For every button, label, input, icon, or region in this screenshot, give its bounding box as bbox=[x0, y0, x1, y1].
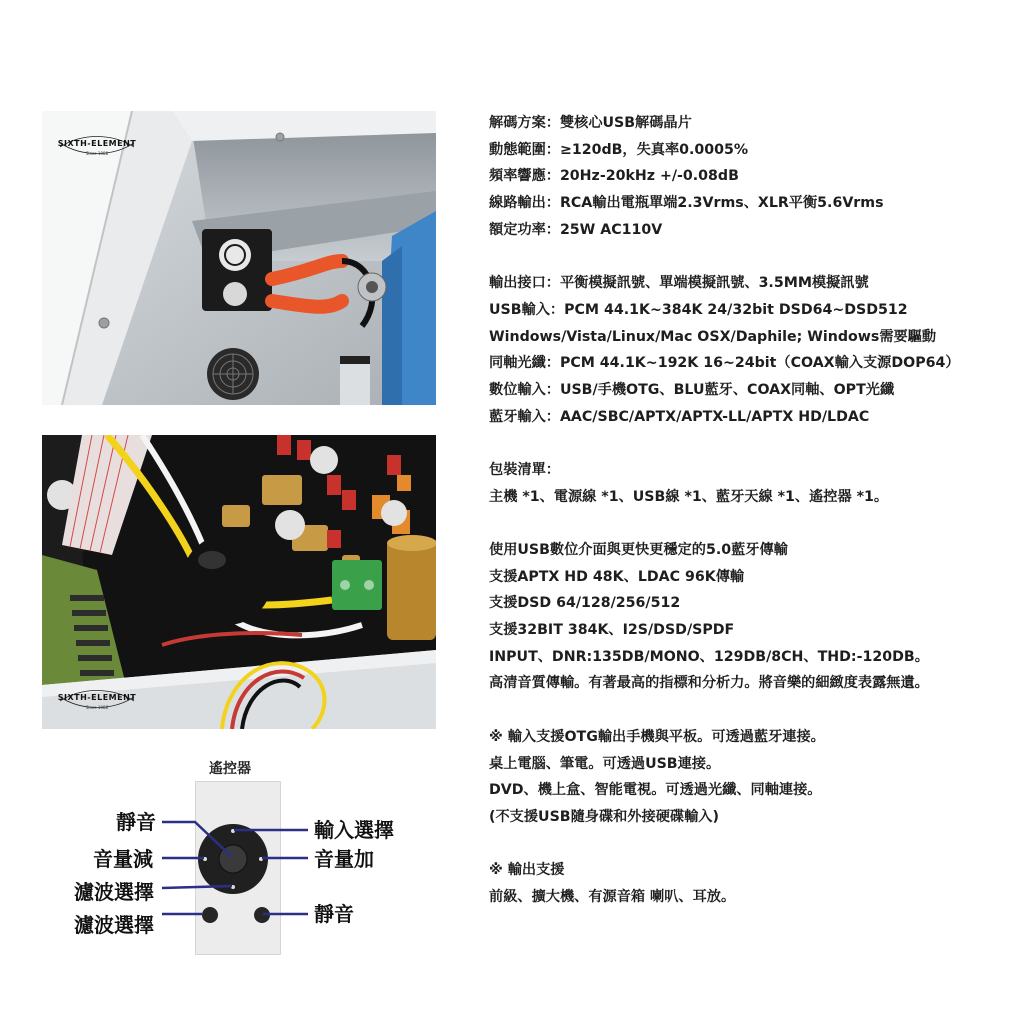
spec-line: USB輸入：PCM 44.1K~384K 24/32bit DSD64~DSD512 bbox=[489, 301, 908, 318]
remote-button-left[interactable] bbox=[202, 907, 218, 923]
remote-buttons bbox=[196, 782, 280, 954]
product-photo-circuit-board bbox=[42, 435, 436, 729]
remote-label-input-select: 輸入選擇 bbox=[314, 818, 394, 842]
spec-line: Windows/Vista/Linux/Mac OSX/Daphile; Windows需要驅動 bbox=[489, 328, 937, 345]
input-support-note: (不支援USB隨身碟和外接硬碟輸入) bbox=[489, 808, 719, 825]
input-support-note: ※ 輸入支援OTG輸出手機與平板。可透過藍牙連接。 bbox=[489, 728, 825, 745]
dpad-left-dot-icon bbox=[203, 857, 207, 861]
spec-line: 動態範圍：≥120dB，失真率0.0005% bbox=[489, 141, 749, 158]
package-contents: 主機 *1、電源線 *1、USB線 *1、藍牙天線 *1、遙控器 *1。 bbox=[489, 488, 889, 505]
brand-name: SIXTH-ELEMENT bbox=[57, 139, 137, 148]
spec-line: 輸出接口：平衡模擬訊號、單端模擬訊號、3.5MM模擬訊號 bbox=[489, 275, 869, 292]
feature-line: 支援APTX HD 48K、LDAC 96K傳輸 bbox=[489, 568, 745, 585]
remote-button-right[interactable] bbox=[254, 907, 270, 923]
spacer bbox=[489, 697, 1009, 724]
brand-name: SIXTH-ELEMENT bbox=[57, 693, 137, 702]
output-support-list: 前級、擴大機、有源音箱 喇叭、耳放。 bbox=[489, 888, 736, 905]
spec-line: 同軸光纖：PCM 44.1K~192K 16~24bit（COAX輸入支源DOP64） bbox=[489, 355, 960, 372]
remote-label-filter-2: 濾波選擇 bbox=[74, 913, 154, 937]
remote-label-mute-bottom: 靜音 bbox=[314, 902, 354, 926]
feature-line: 高清音質傳輸。有著最高的指標和分析力。將音樂的細緻度表露無遺。 bbox=[489, 675, 929, 692]
dpad-right-dot-icon bbox=[259, 857, 263, 861]
spec-line: 線路輸出：RCA輸出電瓶單端2.3Vrms、XLR平衡5.6Vrms bbox=[489, 195, 884, 212]
feature-line: 支援32BIT 384K、I2S/DSD/SPDF bbox=[489, 622, 735, 639]
spacer bbox=[489, 243, 1009, 270]
remote-control-body bbox=[195, 781, 281, 955]
feature-line: 支援DSD 64/128/256/512 bbox=[489, 595, 681, 612]
remote-label-volume-up: 音量加 bbox=[314, 847, 374, 871]
product-photo-chassis-interior bbox=[42, 111, 436, 405]
remote-label-mute-top: 靜音 bbox=[116, 810, 156, 834]
feature-line: 使用USB數位介面與更快更穩定的5.0藍牙傳輸 bbox=[489, 542, 788, 558]
remote-title: 遙控器 bbox=[209, 761, 251, 777]
spec-line: 額定功率：25W AC110V bbox=[489, 221, 663, 238]
spacer bbox=[489, 831, 1009, 858]
spec-line: 頻率響應：20Hz-20kHz +/-0.08dB bbox=[489, 168, 739, 185]
spec-line: 解碼方案：雙核心USB解碼晶片 bbox=[489, 115, 692, 131]
spec-line: 數位輸入：USB/手機OTG、BLU藍牙、COAX同軸、OPT光纖 bbox=[489, 381, 895, 398]
dpad-up-dot-icon bbox=[231, 829, 235, 833]
input-support-note: DVD、機上盒、智能電視。可透過光纖、同軸連接。 bbox=[489, 782, 822, 799]
brand-logo bbox=[52, 129, 142, 161]
brand-logo-bottom bbox=[52, 683, 142, 715]
spacer bbox=[489, 510, 1009, 537]
brand-tagline: Since 1988 bbox=[85, 151, 109, 156]
spec-line: 藍牙輸入：AAC/SBC/APTX/APTX-LL/APTX HD/LDAC bbox=[489, 408, 870, 425]
package-heading: 包裝清單： bbox=[489, 461, 560, 478]
spec-text-column bbox=[489, 110, 1009, 911]
dpad-down-dot-icon bbox=[231, 885, 235, 889]
remote-label-filter-1: 濾波選擇 bbox=[74, 880, 154, 904]
feature-line: INPUT、DNR:135DB/MONO、129DB/8CH、THD:-120DB。 bbox=[489, 648, 929, 665]
remote-label-volume-down: 音量減 bbox=[93, 847, 153, 871]
spacer bbox=[489, 430, 1009, 457]
dpad-center-button[interactable] bbox=[219, 845, 247, 873]
input-support-note: 桌上電腦、筆電。可透過USB連接。 bbox=[489, 755, 721, 772]
brand-tagline: Since 1988 bbox=[85, 705, 109, 710]
output-support-heading: ※ 輸出支援 bbox=[489, 862, 565, 879]
